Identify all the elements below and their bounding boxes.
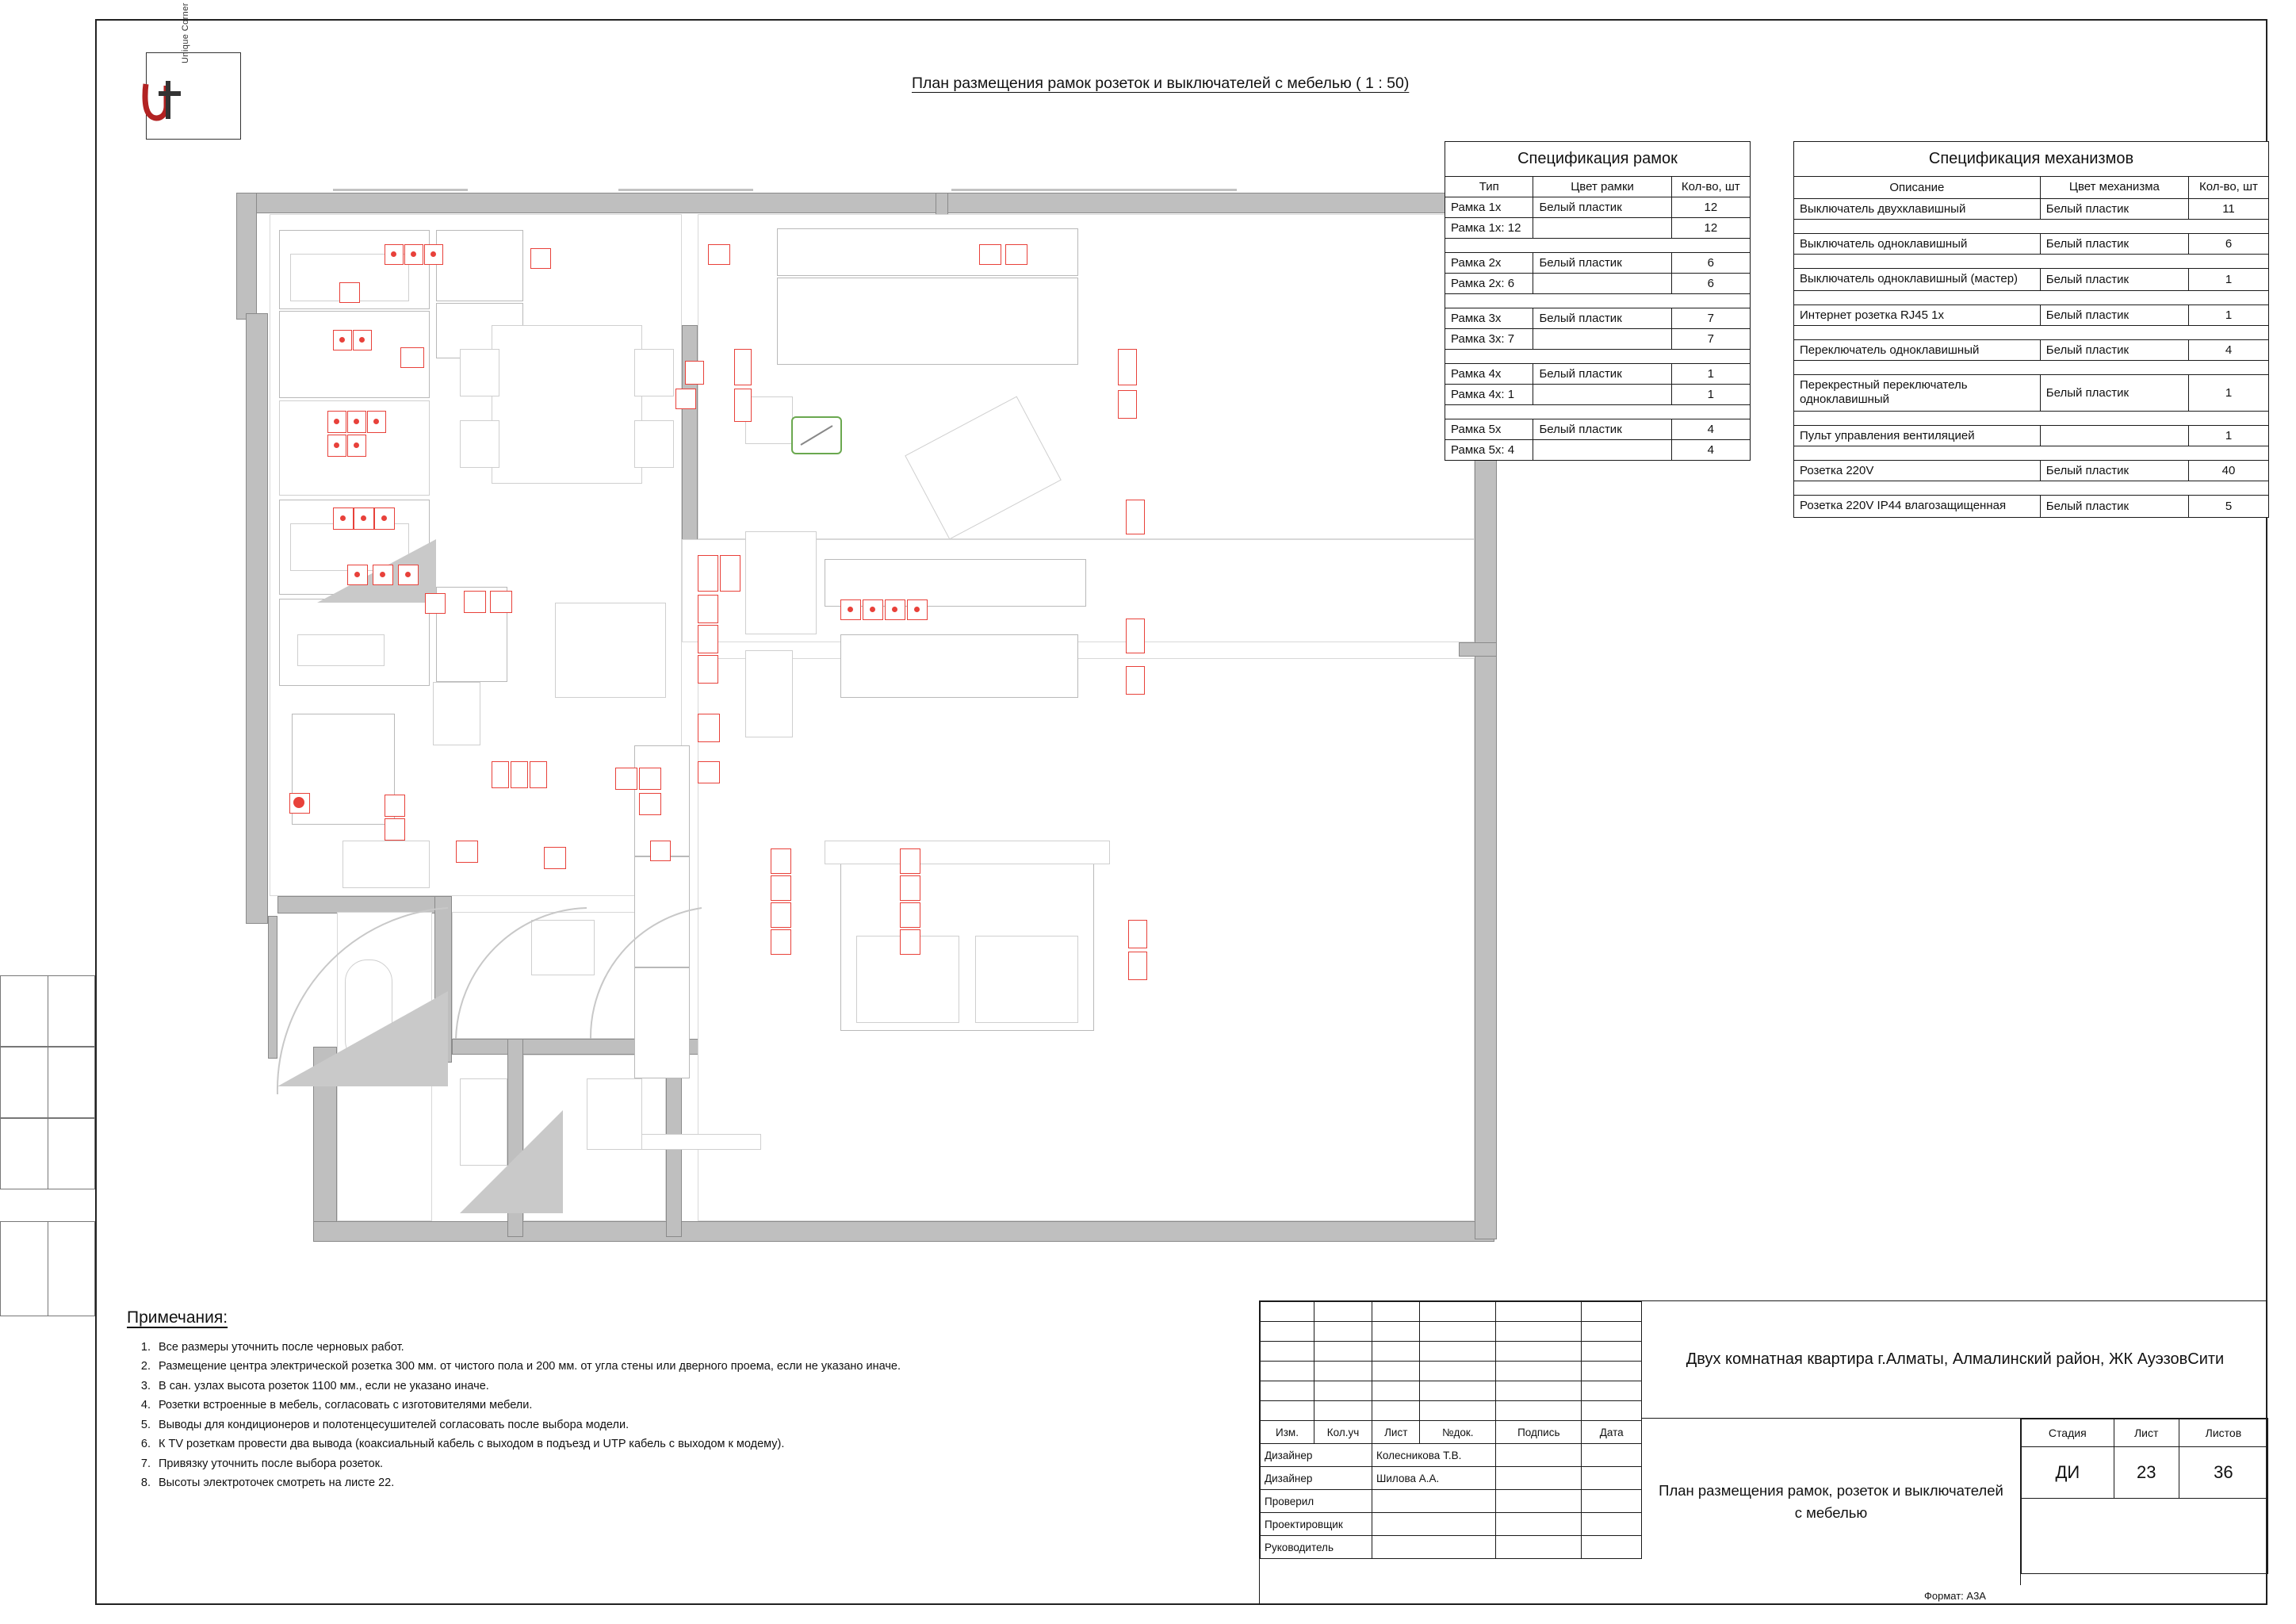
list-item: 6. К TV розеткам провести два вывода (коаксиальный кабель с выходом в подъезд и UTP кабель с выходом к модему).	[154, 1435, 1173, 1454]
table-row: Выключатель одноклавишный Белый пластик 6	[1794, 233, 2269, 254]
sheet-number: 23	[2114, 1447, 2179, 1499]
fold-mark	[0, 1221, 95, 1316]
sheet-title: План размещения рамок, розеток и выключателей с мебелью	[1642, 1419, 2021, 1585]
floor-plan	[143, 159, 1411, 1269]
table-row: Рамка 1х: 12 12	[1445, 218, 1751, 239]
list-item: 5. Выводы для кондиционеров и полотенцесушителей согласовать после выбора модели.	[154, 1416, 1173, 1434]
table-row: Рамка 3х: 7 7	[1445, 329, 1751, 350]
frames-header-qty: Кол-во, шт	[1671, 177, 1750, 197]
sheets-total: 36	[2179, 1447, 2267, 1499]
table-row: Рамка 2х Белый пластик 6	[1445, 253, 1751, 274]
logo-text: Unique Corner	[181, 2, 190, 63]
list-item: 4. Розетки встроенные в мебель, согласовать с изготовителями мебели.	[154, 1396, 1173, 1415]
frames-specification-table	[1445, 141, 1751, 461]
table-row: Выключатель двухклавишный Белый пластик 11	[1794, 198, 2269, 219]
list-item: 2. Размещение центра электрической розетка 300 мм. от чистого пола и 200 мм. от угла стены или дверного проема, если не указано иначе.	[154, 1358, 1173, 1376]
fold-mark	[48, 975, 95, 1189]
table-row: Перекрестный переключатель одноклавишный Белый пластик 1	[1794, 374, 2269, 412]
highlighted-device	[791, 416, 842, 454]
table-row: Выключатель одноклавишный (мастер) Белый пластик 1	[1794, 268, 2269, 290]
floor-hatch	[460, 1102, 571, 1221]
notes-block	[127, 1308, 1173, 1494]
project-name: Двух комнатная квартира г.Алматы, Алмалинский район, ЖК АуэзовСити	[1642, 1301, 2268, 1419]
list-item: 8. Высоты электроточек смотреть на листе 22.	[154, 1474, 1173, 1492]
table-row: Проверил	[1261, 1490, 1642, 1513]
door-swing	[587, 904, 706, 1047]
list-item: 1. Все размеры уточнить после черновых работ.	[154, 1339, 1173, 1357]
mech-header-description: Описание	[1794, 177, 2041, 199]
format-label: Формат: А3А	[1924, 1589, 1986, 1602]
page-title: План размещения рамок розеток и выключателей с мебелью ( 1 : 50)	[912, 75, 1410, 92]
table-row: Дизайнер Шилова А.А.	[1261, 1467, 1642, 1490]
table-row: Пульт управления вентиляцией 1	[1794, 426, 2269, 446]
table-row: Рамка 2х: 6 6	[1445, 274, 1751, 294]
mechanisms-specification-table	[1793, 141, 2269, 518]
table-row: Переключатель одноклавишный Белый пластик 4	[1794, 339, 2269, 360]
notes-list	[127, 1339, 1173, 1493]
logo-icon	[135, 70, 198, 133]
table-row: Руководитель	[1261, 1536, 1642, 1559]
table-row: Рамка 5х: 4 4	[1445, 440, 1751, 461]
stage-box	[2021, 1419, 2268, 1585]
table-row: Розетка 220V Белый пластик 40	[1794, 461, 2269, 481]
table-row: Дизайнер Колесникова Т.В.	[1261, 1444, 1642, 1467]
door-swing	[452, 904, 595, 1047]
frames-spec-caption: Спецификация рамок	[1445, 142, 1751, 177]
table-row: Рамка 4х: 1 1	[1445, 385, 1751, 405]
table-row: Рамка 3х Белый пластик 7	[1445, 308, 1751, 329]
table-row: Интернет розетка RJ45 1х Белый пластик 1	[1794, 304, 2269, 325]
title-block-left	[1260, 1301, 1642, 1559]
frames-header-color: Цвет рамки	[1533, 177, 1671, 197]
floor-hatch	[277, 991, 452, 1094]
sheets-label: Листов	[2179, 1419, 2267, 1447]
table-row: Проектировщик	[1261, 1513, 1642, 1536]
list-item: 7. Привязку уточнить после выбора розеток.	[154, 1455, 1173, 1473]
stamp-header-row: Изм. Кол.уч Лист №док. Подпись Дата	[1261, 1421, 1642, 1444]
frames-header-type: Тип	[1445, 177, 1533, 197]
mech-header-qty: Кол-во, шт	[2188, 177, 2268, 199]
notes-title: Примечания:	[127, 1308, 228, 1327]
table-row: Розетка 220V IP44 влагозащищенная Белый пластик 5	[1794, 496, 2269, 518]
mech-spec-caption: Спецификация механизмов	[1794, 142, 2269, 177]
stage-label: Стадия	[2022, 1419, 2114, 1447]
table-row: Рамка 5х Белый пластик 4	[1445, 419, 1751, 440]
table-row: Рамка 1х Белый пластик 12	[1445, 197, 1751, 218]
list-item: 3. В сан. узлах высота розеток 1100 мм., если не указано иначе.	[154, 1377, 1173, 1396]
sheet-label: Лист	[2114, 1419, 2179, 1447]
stage-value: ДИ	[2022, 1447, 2114, 1499]
mech-header-color: Цвет механизма	[2040, 177, 2188, 199]
table-row: Рамка 4х Белый пластик 1	[1445, 364, 1751, 385]
title-block	[1259, 1300, 2267, 1605]
